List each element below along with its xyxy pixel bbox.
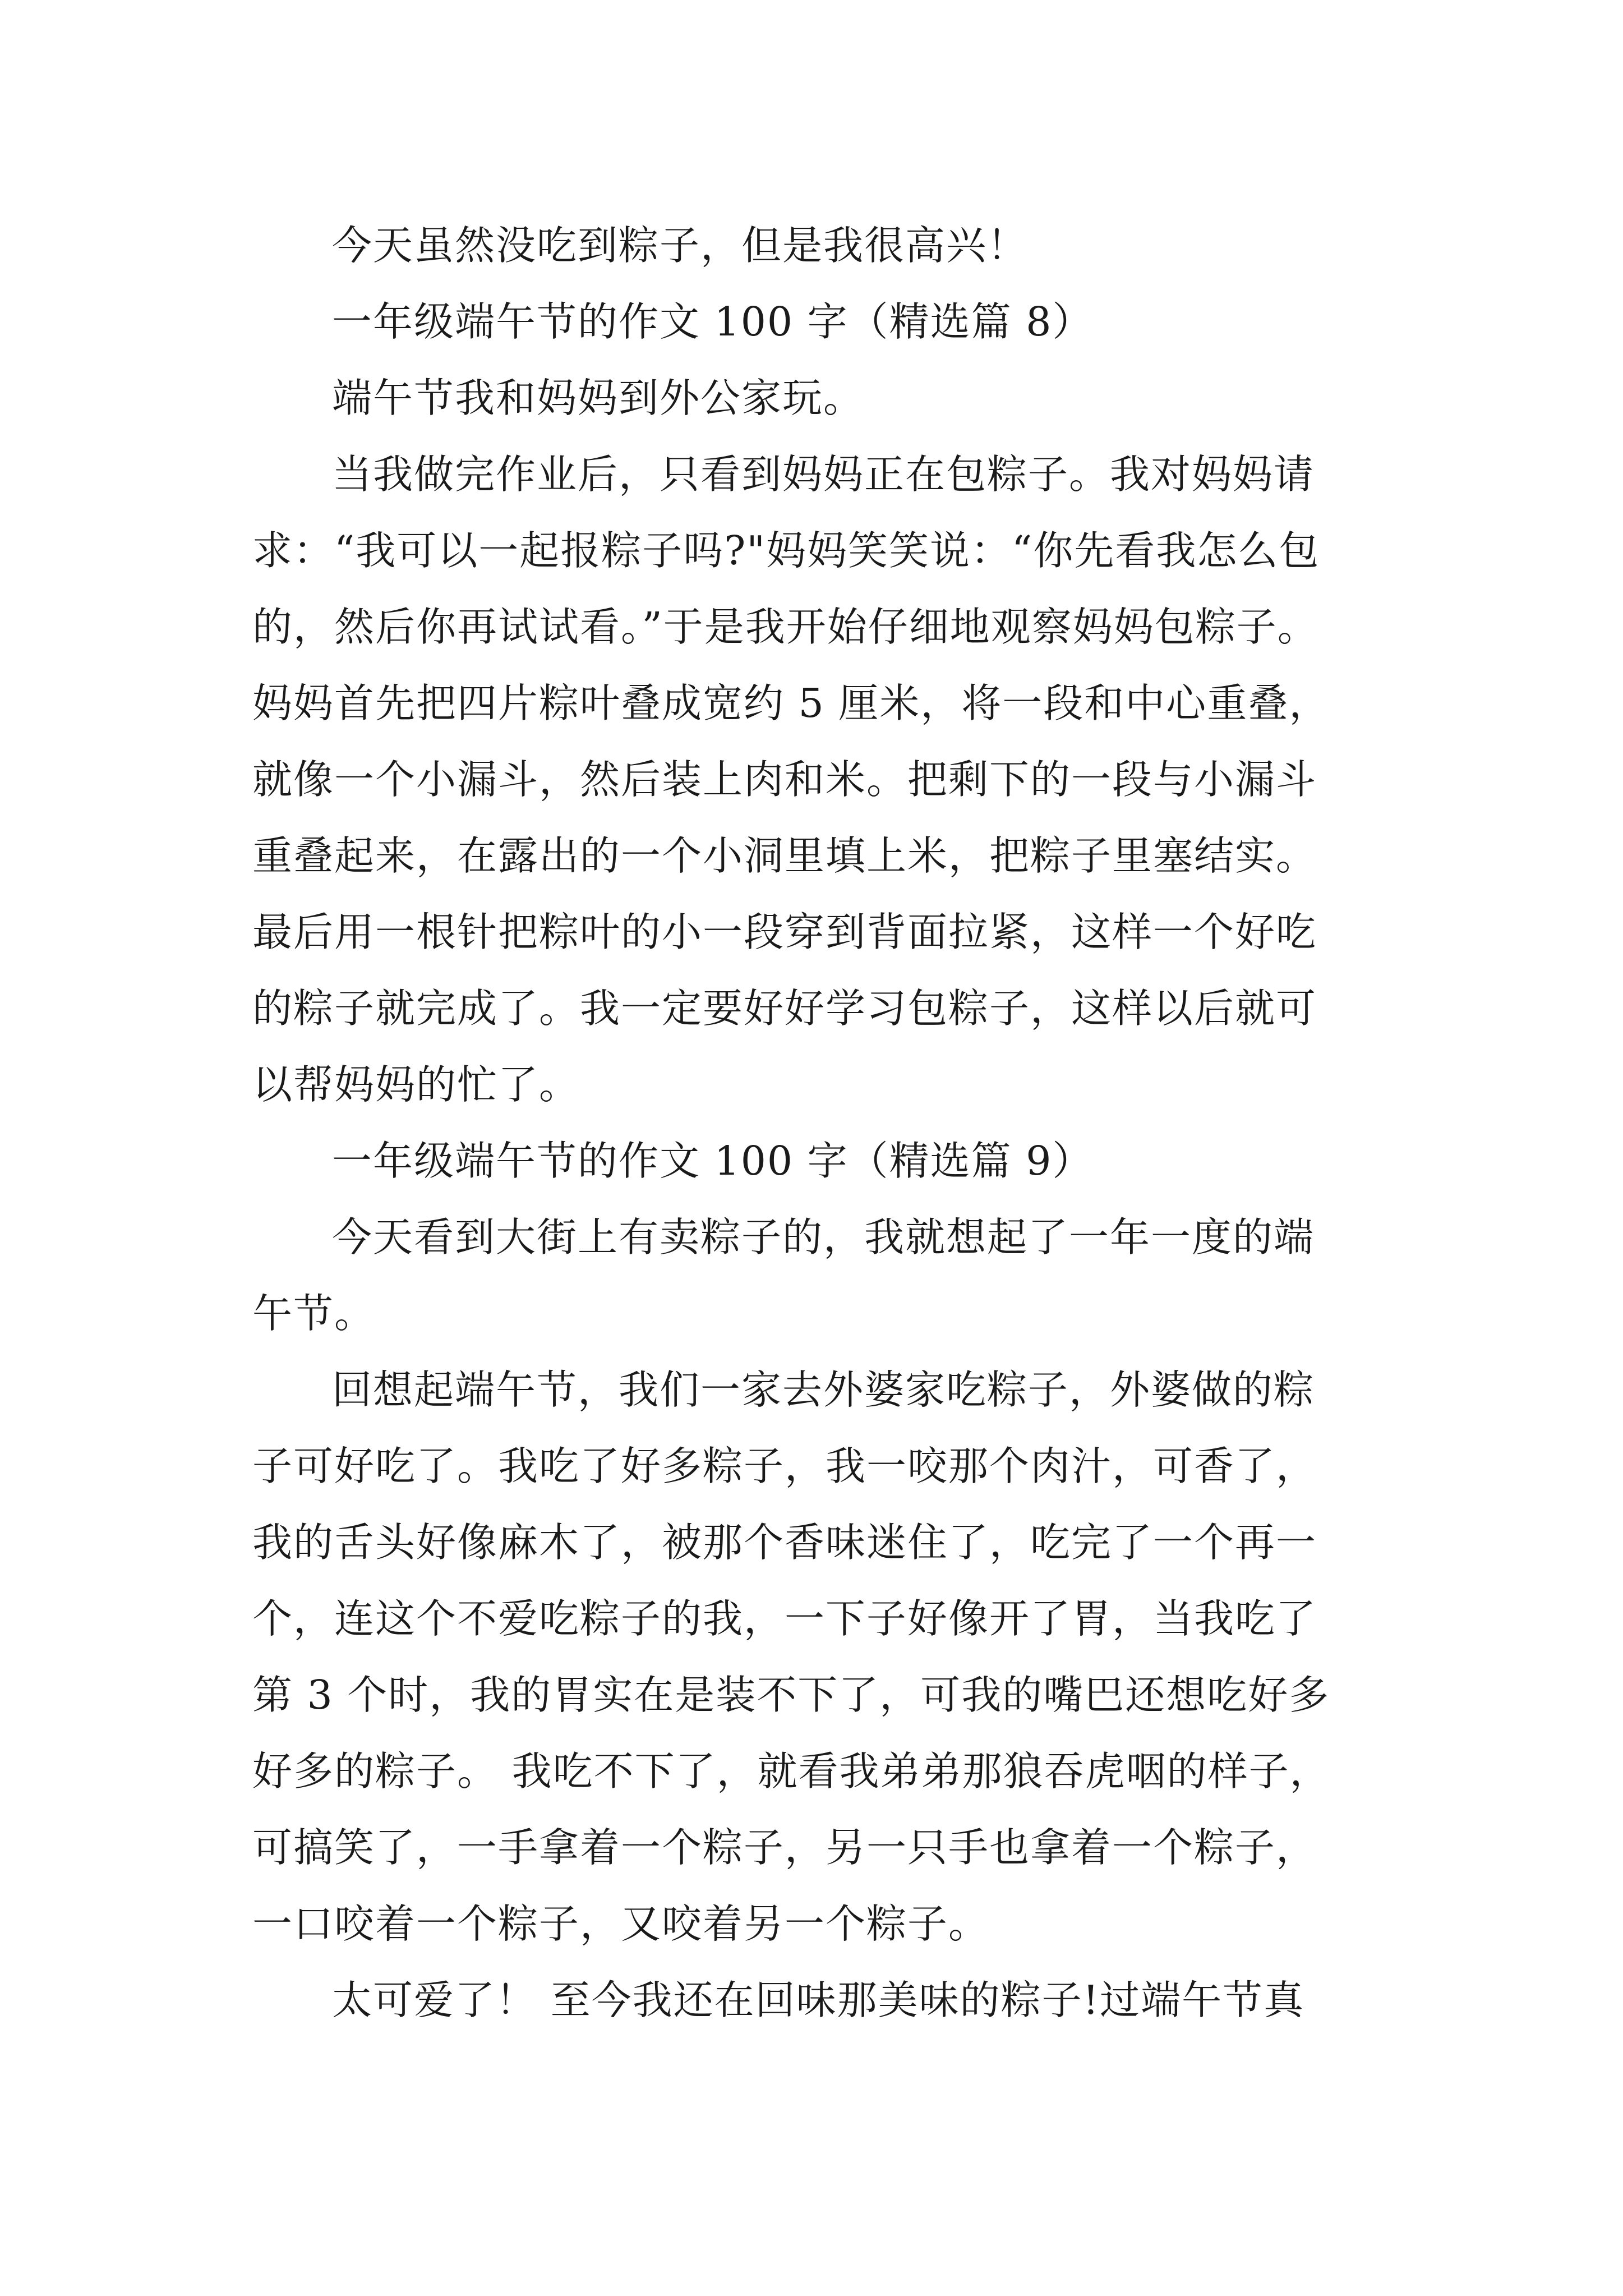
text-line: 午节。 [252,1290,376,1337]
text-line: 的，然后你再试试看。”于是我开始仔细地观察妈妈包粽子。 [252,604,1318,650]
text-line: 最后用一根针把粽叶的小一段穿到背面拉紧，这样一个好吃 [252,909,1317,955]
text-line: 子可好吃了。我吃了好多粽子，我一咬那个肉汁，可香了， [252,1443,1317,1489]
text-line: 可搞笑了，一手拿着一个粽子，另一只手也拿着一个粽子， [252,1824,1317,1871]
text-line: 的粽子就完成了。我一定要好好学习包粽子，这样以后就可 [252,985,1317,1032]
text-line: 今天虽然没吃到粽子，但是我很高兴！ [332,222,1029,269]
text-line: 当我做完作业后，只看到妈妈正在包粽子。我对妈妈请 [332,451,1315,498]
text-line: 个，连这个不爱吃粽子的我，一下子好像开了胃，当我吃了 [252,1595,1317,1642]
text-line: 就像一个小漏斗，然后装上肉和米。把剩下的一段与小漏斗 [252,756,1317,803]
section-heading: 一年级端午节的作文 100 字（精选篇 8） [332,298,1094,345]
text-line: 回想起端午节，我们一家去外婆家吃粽子，外婆做的粽 [332,1366,1315,1413]
text-line: 重叠起来，在露出的一个小洞里填上米，把粽子里塞结实。 [252,832,1317,879]
section-heading: 一年级端午节的作文 100 字（精选篇 9） [332,1138,1094,1184]
text-line: 太可爱了！ 至今我还在回味那美味的粽子!过端午节真 [332,1977,1305,2023]
text-line: 好多的粽子。 我吃不下了，就看我弟弟那狼吞虎咽的样子， [252,1748,1331,1795]
text-line: 妈妈首先把四片粽叶叠成宽约 5 厘米，将一段和中心重叠， [252,680,1330,726]
text-line: 一口咬着一个粽子，又咬着另一个粽子。 [252,1901,990,1947]
text-line: 以帮妈妈的忙了。 [252,1061,580,1108]
essay-text [252,208,1374,2039]
text-line: 今天看到大街上有卖粽子的，我就想起了一年一度的端 [332,1214,1315,1260]
text-line: 我的舌头好像麻木了，被那个香味迷住了，吃完了一个再一 [252,1519,1317,1566]
text-line: 第 3 个时，我的胃实在是装不下了，可我的嘴巴还想吃好多 [252,1672,1330,1718]
text-line: 端午节我和妈妈到外公家玩。 [332,375,865,421]
text-line: 求：“我可以一起报粽子吗?"妈妈笑笑说：“你先看我怎么包 [252,527,1320,574]
